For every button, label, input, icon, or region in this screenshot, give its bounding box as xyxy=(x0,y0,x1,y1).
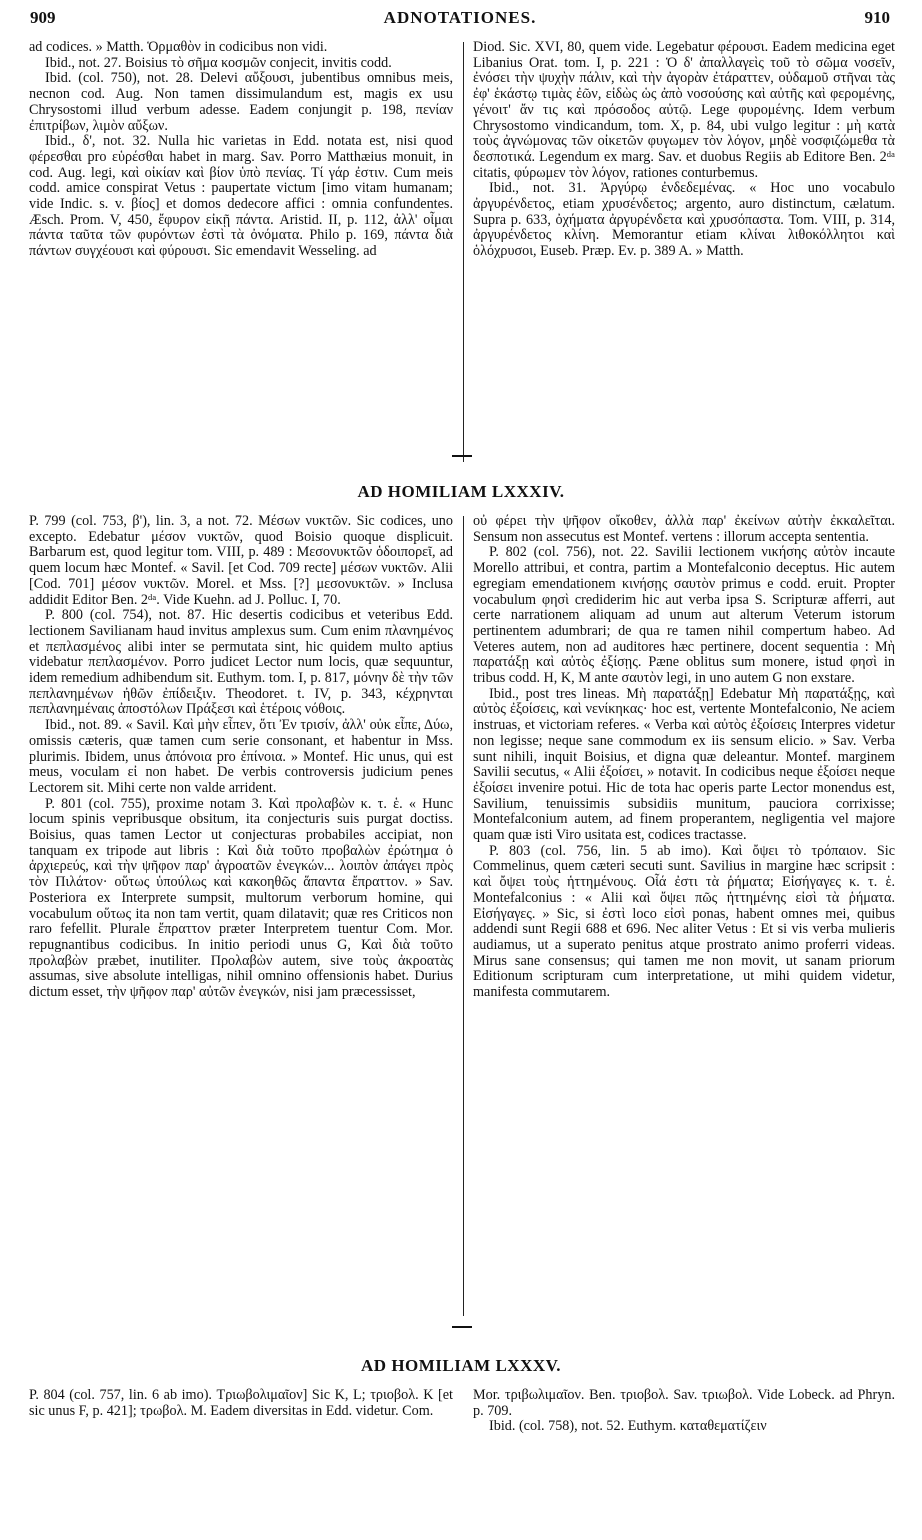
running-title: ADNOTATIONES. xyxy=(383,8,537,27)
page-header xyxy=(30,8,890,34)
paragraph: P. 801 (col. 755), proxime notam 3. Καὶ προλαβὼν κ. τ. ἑ. « Hunc locum spinis vepribusque obsitum, ita conjecturis suis purgat doctiss. Boisius, quas tamen Lector ut conjecturas probabiles accipiat, non tanquam ex tripode aut libris : Καὶ διὰ τοῦτο προβαλὼν ἐρώτημα ὁ ἀρχιερεύς, καὶ τὴν ψῆφον παρ' ἀγροατῶν ἐνεγκών... λοιπὸν ἀπάγει πρὸς τὸν Πιλάτον· οὕτως ὑπούλως καὶ κακοηθῶς ἅπαντα ἔπραττον. » Sav. Posteriora ex Interprete sumpsit, multorum verborum homine, qui vocabulum οὕτως ita non tam vertit, quam dilatavit; quæ res Criticos non raro fefellit. Plurale ἔπραττον præter Interpretem tuentur Com. Mor. repugnantibus codicibus. In initio periodi unus G, Καὶ διὰ τοῦτο προλαβὼν præbet, inutiliter. Προλαβὼν autem, sive τοὺς ἀκροατὰς assumas, sive absolute intelligas, nihil omnino offensionis habet. Durius dictum esset, τὴν ψῆφον παρ' αὐτῶν ἐνεγκών, nisi jam præcessisset, xyxy=(29,795,453,1001)
section-rule xyxy=(452,1326,472,1328)
paragraph: Ibid., δ', not. 32. Nulla hic varietas in Edd. notata est, nisi quod φέρεσθαι pro εὑρέσθαι habet in marg. Sav. Porro Matthæius monuit, in cod. Aug. legi, καὶ οἰκίαν καὶ βίον ὑπὸ πενίας. Τί γάρ ἐστιν. Cum meis codd. amice conspirat Vetus : paupertate victum [imo vitam humanam; vide Indic. s. v. βίος] et domos dedecore affici : omnia confundentes. Æsch. Prom. V, 450, ἔφυρον εἰκῇ πάντα. Aristid. II, p. 112, ἀλλ' οἶμαι πάντα ταῦτα τῶν φυρόντων ἐστὶ τὰ ὀνόματα. Philo p. 169, πάντα διὰ πάντων συγχέουσι καὶ φύρουσι. Sic emendavit Wesseling. ad xyxy=(29,133,453,260)
paragraph: ad codices. » Matth. Ὁρμαθὸν in codicibus non vidi. xyxy=(29,40,328,55)
paragraph: Ibid., not. 27. Boisius τὸ σῆμα κοσμῶν conjecit, invitis codd. xyxy=(45,54,392,71)
section-title-homily-85: AD HOMILIAM LXXXV. xyxy=(361,1356,561,1375)
paragraph: Ibid., post tres lineas. Μὴ παρατάξῃ] Edebatur Μὴ παρατάξῃς, καὶ αὐτὸς ἐξοίσεις, καὶ νενίκηκας· hoc est, vertente Montefalconio, Ne aciem instruas, et victoriam referes. « Verba καὶ αὐτὸς ἐξοίσεις Interpres videtur non legisse; neque sane commodum ex iis sensum elicio. » Sav. Verba sunt nihili, inquit Boisius, et digna quæ deleantur. Montef. marginem Savilii secutus, « Alii ἐξοίσει, » notavit. In codicibus neque ἐξοίσει neque ἐξοίσει invenire potui. Hic de tota hac operis parte Lector monendus est, Savilium, tenuissimis subsidiis munitum, pauciora corrixisse; Montefalconium autem, ad finem properantem, negligentia vel majore quam quæ isti Viro usitata est, codices tractasse. xyxy=(473,685,895,844)
section-rule xyxy=(452,455,472,457)
paragraph: Ibid. (col. 758), not. 52. Euthym. καταθεματίζειν xyxy=(489,1418,767,1435)
paragraph: P. 803 (col. 756, lin. 5 ab imo). Καὶ ὄψει τὸ τρόπαιον. Sic Commelinus, quem cæteri secuti sunt. Savilius in margine hæc scripsit : καὶ ὄψει τοὺς ἡττημένους. Οἷά ἐστι τὰ ῥήματα; Εἰσήγαγες κ. τ. ἑ. Montefalconius : « Alii καὶ ὄψει πῶς ἡττημένης εἰσὶ τὰ ῥήματα. Εἰσήγαγες. » Sic, si ἐστὶ loco εἰσὶ ponas, habent omnes mei, quibus addendi sunt Regii 688 et 696. Nec aliter Vetus : Et si vis verba mulieris audiamus, ut a superato penitus atque prostrato animo proferri videas. Mirus sane consensus; qui tamen me non movit, ut sanam priorum Editionum scripturam cum interpretatione, ut mihi quidem videtur, manifesta commutarem. xyxy=(473,842,895,1001)
section2-right-column xyxy=(473,514,895,1320)
section-title-homily-84: AD HOMILIAM LXXXIV. xyxy=(357,482,565,501)
paragraph: P. 802 (col. 756), not. 22. Savilii lectionem νικήσης αὐτὸν incaute Morello attribui, et contra, partim a Montefalconio deceptus. Hic autem egregiam emendationem κινήσῃς σαυτὸν primus e codd. eruit. Propter vocabulum φησὶ crediderim hic aut verba ipsa S. Scripturæ afferri, aut certe narrationem aliquam ad unum aut alterum Veterum istorum pertinentem adumbrari; de qua re tamen nihil compertum habeo. Ad Veteres autem, non ad auditores hæc pertinere, docent sequentia : Μὴ παρατάξῃ καὶ αὐτὸς ἐξίσῃς. Pæne oblitus sum monere, istud φησὶ in tribus codd. H, K, M ante σαυτὸν legi, in uno autem G non exstare. xyxy=(473,544,895,687)
section3-left-column xyxy=(29,1388,453,1528)
paragraph: Mor. τριβωλιμαῖον. Ben. τριοβολ. Sav. τριωβολ. Vide Lobeck. ad Phryn. p. 709. xyxy=(473,1388,895,1419)
paragraph: P. 799 (col. 753, β'), lin. 3, a not. 72. Μέσων νυκτῶν. Sic codices, uno excepto. Edebatur μέσον νυκτῶν, quod Boisio quoque displicuit. Barbarum est, quod legitur tom. VIII, p. 489 : Μεσονυκτῶν ὁδοιπορεῖ, ad quem locum hæc Montef. « Savil. [et Cod. 709 recte] μέσων νυκτῶν. Alii [Cod. 701] μέσον νυκτῶν. Morel. et Mss. [?] μεσονυκτῶν. » Inclusa addidit Editor Ben. 2ᵈᵃ. Vide Kuehn. ad J. Polluc. I, 70. xyxy=(29,514,453,608)
paragraph: οὐ φέρει τὴν ψῆφον οἴκοθεν, ἀλλὰ παρ' ἐκείνων αὐτὴν ἐκκαλεῖται. Sensum non assecutus est Montef. vertens : illorum accepta sententia. xyxy=(473,514,895,545)
section1-right-column xyxy=(473,40,895,452)
paragraph: Ibid. (col. 750), not. 28. Delevi αὔξουσι, jubentibus omnibus meis, necnon cod. Aug. Non tamen dissimulandum est, magis ex usu Chrysostomi illud verbum adesse. Eadem conjungit p. 198, πενίαν ἐπιτρίβων, λιμὸν αὔξων. xyxy=(29,70,453,134)
page-number-right: 910 xyxy=(864,8,890,27)
column-divider xyxy=(463,516,464,1316)
section3-right-column xyxy=(473,1388,895,1528)
paragraph: Ibid., not. 31. Ἀργύρῳ ἐνδεδεμένας. « Hoc uno vocabulo ἀργυρένδετος, etiam χρυσένδετος; argento, auro distinctum, cælatum. Supra p. 633, ὀχήματα ἀργυρένδετα καὶ χρυσόπαστα. Tom. VIII, p. 314, ἀργυρένδετος κλίνη. Memorantur etiam κλίναι λιθοκόλλητοι καὶ ὁλόχρυσοι, Euseb. Præp. Ev. p. 389 A. » Matth. xyxy=(473,180,895,260)
paragraph: P. 800 (col. 754), not. 87. Hic desertis codicibus et veteribus Edd. lectionem Savilianam haud invitus amplexus sum. Cum enim πλανημένος et πεπλασμένος alibi inter se permutata sint, hic quidem multo aptius videbatur πεπλασμένον. Porro judicet Lector num locis, quæ sequuntur, idem remedium adhibendum sit. Euthym. tom. I, p. 817, μόνην δὲ τὴν τῶν πεπλανημένων ἠθῶν ἐπίδειξιν. Theodoret. t. IV, p. 343, κέχρηνται πεπλανημέναις ἀποστόλων Πράξεσι καὶ ἑτέροις νόθοις. xyxy=(29,607,453,718)
paragraph: P. 804 (col. 757, lin. 6 ab imo). Τριωβολιμαῖον] Sic K, L; τριοβολ. K [et sic unus F, p. 421]; τρωβολ. M. Eadem diversitas in Edd. videtur. Com. xyxy=(29,1388,453,1419)
column-divider xyxy=(463,42,464,462)
paragraph: Ibid., not. 89. « Savil. Καὶ μὴν εἶπεν, ὅτι Ἐν τρισίν, ἀλλ' οὐκ εἶπε, Δύω, omissis cæteris, quæ tamen cum serie consonant, et habentur in Mss. plurimis. Ibidem, unus ἀπόνοια pro ἐπίνοια. » Montef. Hic unus, qui est meus, voculam εἰ non habet. De verbis controversis judicium penes Lectorem sit. Mihi certe non valde arrident. xyxy=(29,717,453,796)
page-number-left: 909 xyxy=(30,8,56,27)
paragraph: Diod. Sic. XVI, 80, quem vide. Legebatur φέρουσι. Eadem medicina eget Libanius Orat. tom. I, p. 221 : Ὁ δ' ἀπαλλαγεὶς τοῦ τὸ σῶμα νοσεῖν, ἐνόσει τὴν ψυχὴν πάλιν, καὶ τὴν ἀγορὰν ἐτάραττεν, οὐδαμοῦ στῆναι τὰς ἐφ' ἑκάστῳ τιμὰς ἐῶν, εἰδὼς ὡς ἀπὸ νοσούσης καὶ αὐτῆς καὶ φερομένης, γένοιτ' ἄν τις καὶ πρόσοδος αὐτῷ. Lege φυρομένης. Idem verbum Chrysostomo vindicandum, tom. X, p. 84, ubi vulgo legitur : μὴ κατὰ τοὺς ἀγνώμονας τῶν οἰκετῶν φυγωμεν τὸν λόγον, μηδὲ νοσφιζώμεθα τὰ δεσποτικά. Legendum ex marg. Sav. et duobus Regiis ab Editore Ben. 2ᵈᵃ citatis, φύρωμεν τὸν λόγον, rationes conturbemus. xyxy=(473,40,895,181)
section1-left-column xyxy=(29,40,453,452)
section2-left-column xyxy=(29,514,453,1320)
